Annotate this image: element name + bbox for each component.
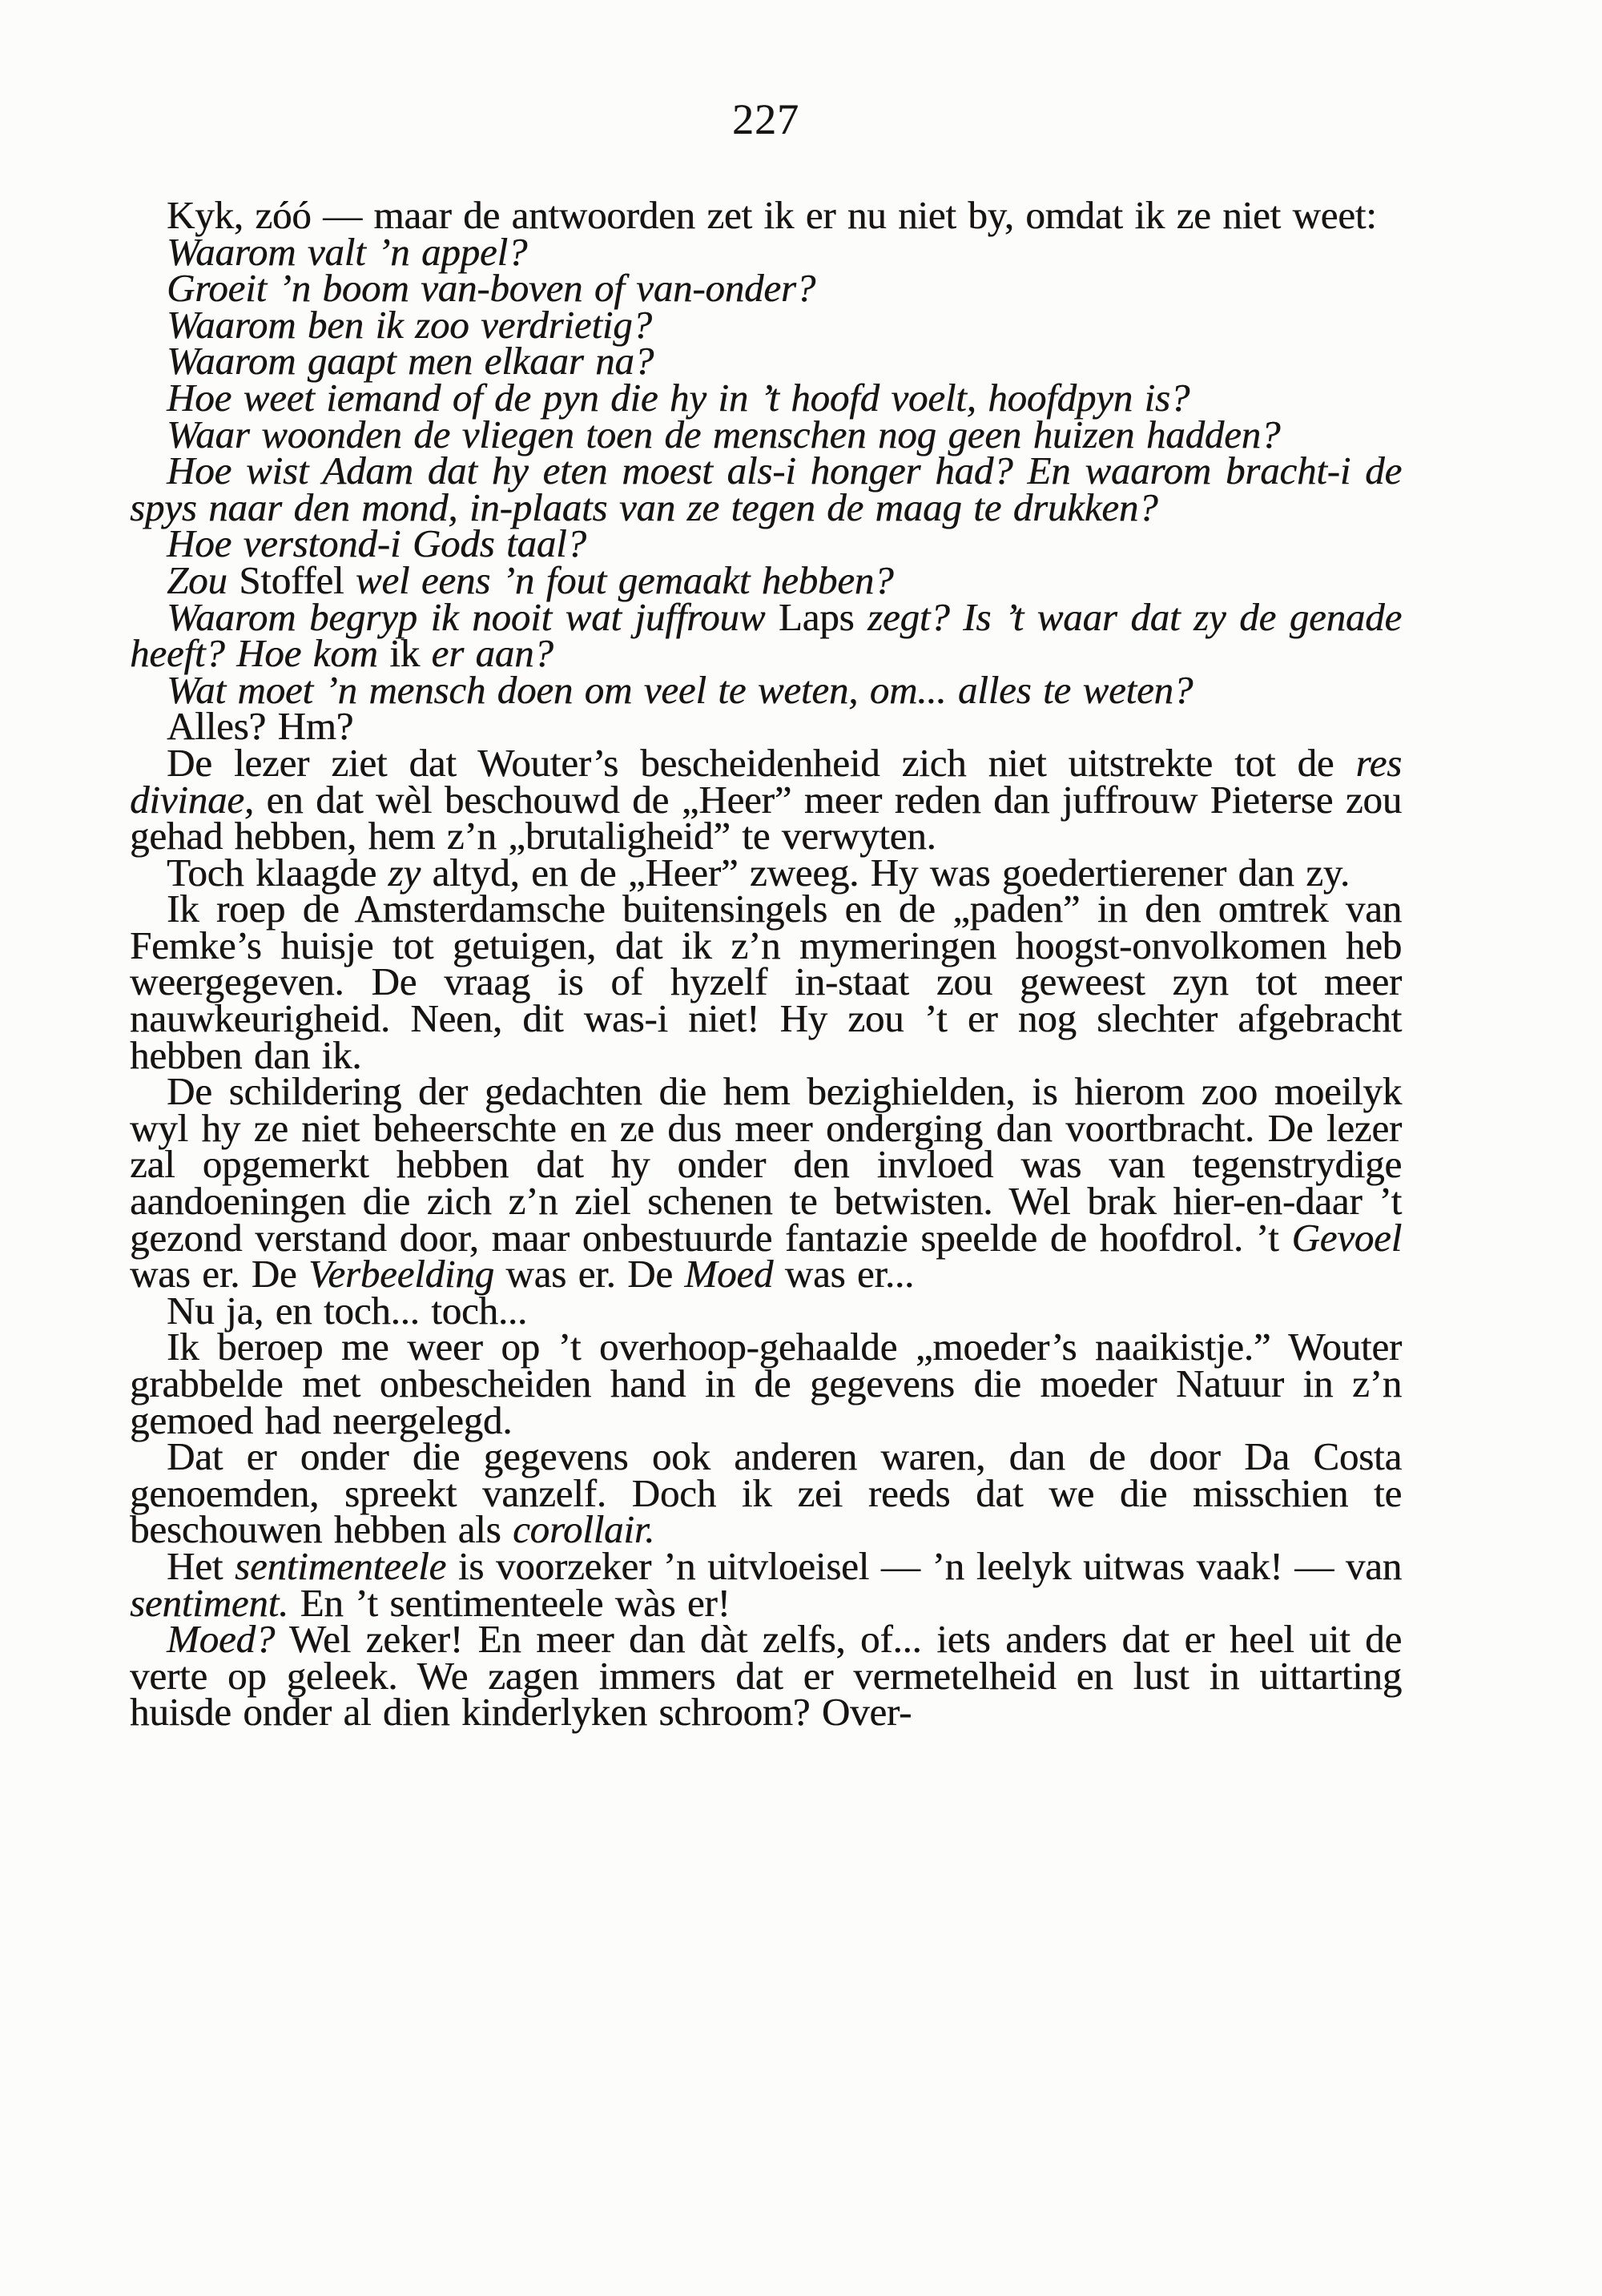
text-run: Toch klaagde (167, 850, 388, 895)
text-run: Groeit ’n boom van-boven of van-onder? (167, 266, 816, 311)
text-run: corollair. (512, 1507, 655, 1552)
paragraph (130, 887, 1402, 1077)
text-run: Waarom begryp ik nooit wat juffrouw (167, 594, 779, 639)
text-run: Ik roep de Amsterdamsche buitensingels en de „paden” in den omtrek van Femke’s huisje tot getuigen, dat ik z’n mymeringen hoogst-onvolkomen heb weergegeven. De vraag is of hyzelf in-staat zou geweest zyn tot meer nauwkeurigheid. Neen, dit was-i niet! Hy zou ’t er nog slechter afgebracht hebben dan ik. (130, 887, 1402, 1077)
paragraph (130, 1617, 1402, 1735)
text-run: en dat wèl beschouwd de „Heer” meer reden dan juffrouw Pieterse zou gehad hebben, hem z’n „brutaligheid” te verwyten. (130, 777, 1402, 858)
text-run: Wat moet ’n mensch doen om veel te weten, om... alles te weten? (167, 667, 1193, 712)
paragraph (130, 375, 1402, 420)
text-run: Moed? (167, 1617, 276, 1662)
text-run: De schildering der gedachten die hem bezighielden, is hierom zoo moeilyk wyl hy ze niet beheerschte en ze dus meer onderging dan voortbracht. De lezer zal opgemerkt hebben dat hy onder den invloed was van tegenstrydige aandoeningen die zich z’n ziel schenen te betwisten. Wel brak hier-en-daar ’t gezond verstand door, maar onbestuurde fantazie speelde de hoofdrol. ’t (130, 1069, 1402, 1260)
paragraph (130, 229, 1402, 274)
paragraph (130, 557, 1402, 602)
paragraph (130, 740, 1402, 858)
text-run: Waar woonden de vliegen toen de menschen nog geen huizen hadden? (167, 412, 1281, 456)
paragraph (130, 412, 1402, 456)
paragraph (130, 339, 1402, 384)
text-run: sentiment. (130, 1580, 289, 1625)
text-run: Ik beroep me weer op ’t overhoop-gehaalde „moeder’s naaikistje.” Wouter grabbelde met onbescheiden hand in de gegevens die moeder Natuur in z’n gemoed had neergelegd. (130, 1325, 1402, 1442)
text-run: zy (388, 850, 421, 895)
text-run: was er... (773, 1252, 915, 1297)
paragraph (130, 266, 1402, 311)
paragraph (130, 1069, 1402, 1297)
paragraph (130, 1288, 1402, 1333)
paragraph (130, 1325, 1402, 1442)
paragraph (130, 1543, 1402, 1625)
text-run: ik (389, 631, 432, 676)
text-run: wel eens ’n fout gemaakt hebben? (355, 557, 894, 602)
text-run: Waarom gaapt men elkaar na? (167, 339, 654, 384)
text-run: Stoffel (239, 557, 356, 602)
text-run: altyd, en de „Heer” zweeg. Hy was goedertierener dan zy. (420, 850, 1350, 895)
text-run: Verbeelding (308, 1252, 494, 1297)
text-run: res divinae, (130, 740, 1402, 822)
paragraph (130, 1434, 1402, 1552)
text-run: Wel zeker! En meer dan dàt zelfs, of... iets anders dat er heel uit de verte op geleek. We zagen immers dat er vermetelheid en lust in uittarting huisde onder al dien kinderlyken schroom? Over- (130, 1617, 1402, 1735)
text-block (130, 193, 1402, 1735)
text-run: Hoe wist Adam dat hy eten moest als-i honger had? En waarom bracht-i de spys naar den mond, in-plaats van ze tegen de maag te drukken? (130, 448, 1402, 529)
text-run: Kyk, zóó — maar de antwoorden zet ik er nu niet by, omdat ik ze niet weet: (167, 193, 1377, 237)
text-run: Nu ja, en toch... toch... (167, 1288, 527, 1333)
paragraph (130, 302, 1402, 347)
text-run: Zou (167, 557, 239, 602)
page-number: 227 (732, 95, 799, 143)
paragraph (130, 704, 1402, 749)
text-run: Waarom valt ’n appel? (167, 229, 528, 274)
paragraph (130, 667, 1402, 712)
text-run: sentimenteele (234, 1543, 447, 1588)
paragraph (130, 521, 1402, 566)
text-run: Hoe verstond-i Gods taal? (167, 521, 586, 566)
paragraph (130, 850, 1402, 895)
text-run: Laps (778, 594, 868, 639)
text-run: Hoe weet iemand of de pyn die hy in ’t hoofd voelt, hoofdpyn is? (167, 375, 1190, 420)
text-run: er aan? (431, 631, 553, 676)
text-run: Gevoel (1291, 1215, 1402, 1260)
text-run: zegt? Is ’t waar dat zy de genade heeft? Hoe kom (130, 594, 1402, 676)
text-run: Alles? Hm? (167, 704, 354, 749)
text-run: Het (167, 1543, 235, 1588)
text-run: Waarom ben ik zoo verdrietig? (167, 302, 652, 347)
text-run: is voorzeker ’n uitvloeisel — ’n leelyk uitwas vaak! — van (446, 1543, 1402, 1588)
text-run: Moed (684, 1252, 774, 1297)
text-run: Dat er onder die gegevens ook anderen waren, dan de door Da Costa genoemden, spreekt vanzelf. Doch ik zei reeds dat we die misschien te beschouwen hebben als (130, 1434, 1402, 1552)
paragraph (130, 448, 1402, 529)
paragraph (130, 193, 1402, 237)
text-run: was er. De (493, 1252, 685, 1297)
text-run: was er. De (130, 1252, 309, 1297)
text-run: De lezer ziet dat Wouter’s bescheidenheid zich niet uitstrekte tot de (167, 740, 1356, 785)
text-run: En ’t sentimenteele wàs er! (288, 1580, 731, 1625)
paragraph (130, 594, 1402, 676)
